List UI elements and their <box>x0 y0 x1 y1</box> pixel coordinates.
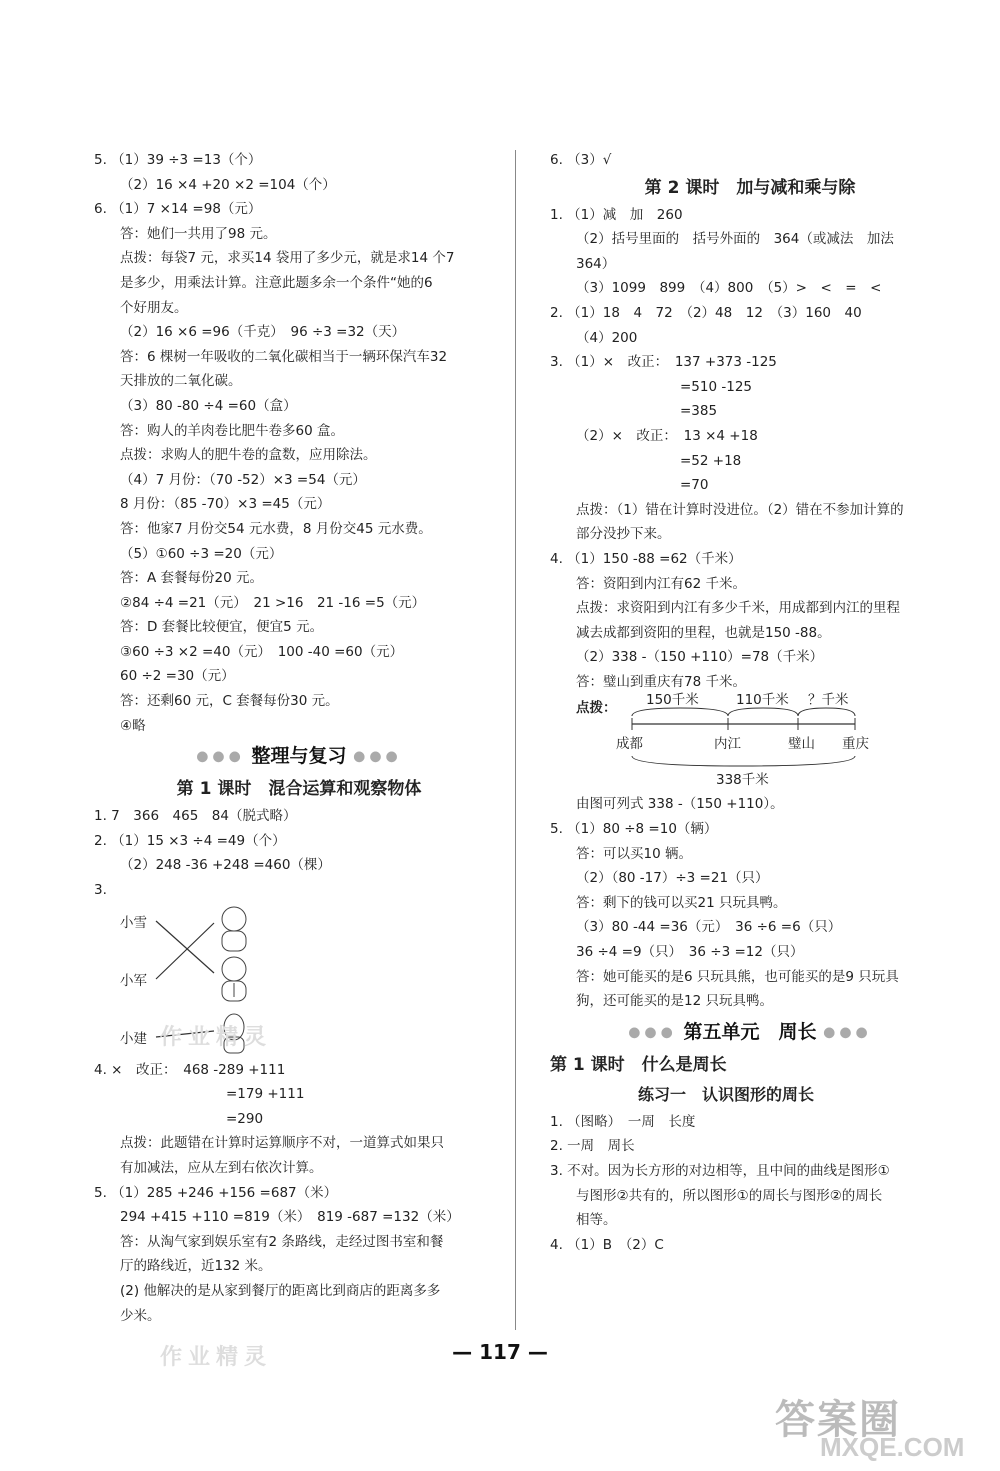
answer-line: 答：她可能买的是6 只玩具熊，也可能买的是9 只玩具 <box>576 968 899 985</box>
answer-line: 3. （1）× 改正： 137 +373 -125 <box>550 354 777 371</box>
answer-line: 是多少，用乘法计算。注意此题多余一个条件“她的6 <box>120 274 433 291</box>
answer-line: 个好朋友。 <box>120 299 188 316</box>
brace-total <box>632 756 855 766</box>
answer-line: （2）248 -36 +248 =460（棵） <box>120 857 331 874</box>
lesson-title-3: 第 1 课时 什么是周长 <box>550 1054 727 1075</box>
brace-seg3 <box>798 708 855 716</box>
answer-line: 5. （1）39 ÷3 =13（个） <box>94 152 262 168</box>
answer-line: 1. （图略） 一周 长度 <box>550 1113 696 1130</box>
answer-line: （2）（80 -17）÷3 =21（只） <box>576 870 769 887</box>
city-bishan: 璧山 <box>788 736 815 753</box>
exercise-title: 练习一 认识图形的周长 <box>638 1084 815 1104</box>
faded-stamp: 作业精灵 <box>160 1025 273 1050</box>
answer-line: 答：剩下的钱可以买21 只玩具鸭。 <box>576 894 787 911</box>
answer-line: 答：还剩60 元，C 套餐每份30 元。 <box>120 693 339 710</box>
matching-diagram <box>94 903 504 1058</box>
answer-line: (2) 他解决的是从家到餐厅的距离比到商店的距离多多 <box>120 1282 441 1299</box>
answer-line: 60 ÷2 =30（元） <box>120 668 235 685</box>
answer-line: （2）16 ×6 =96（千克） 96 ÷3 =32（天） <box>120 324 406 341</box>
lesson-title-1: 第 1 课时 混合运算和观察物体 <box>176 779 422 800</box>
match-line-2 <box>156 923 214 979</box>
city-chengdu: 成都 <box>616 736 643 753</box>
figure-front-icon <box>222 907 246 951</box>
figure-side-icon <box>222 957 246 1001</box>
answer-line: （3）80 -80 ÷4 =60（盒） <box>120 397 297 414</box>
answer-line: 6. （3）√ <box>550 152 612 168</box>
right-answer-block-1 <box>550 148 950 173</box>
answer-line: 4. × 改正： 468 -289 +111 <box>94 1061 286 1078</box>
answer-line: 答：从淘气家到娱乐室有2 条路线，走经过图书室和餐 <box>120 1233 444 1250</box>
right-answer-block-3 <box>550 792 950 1013</box>
answer-line: 2. （1）15 ×3 ÷4 =49（个） <box>94 832 286 849</box>
answer-line: 减去成都到资阳的里程，也就是150 -88。 <box>576 624 831 641</box>
left-column <box>94 148 504 1328</box>
city-chongqing: 重庆 <box>842 736 869 753</box>
route-seg3-label: ？千米 <box>808 692 849 709</box>
decor-dots: ●●● <box>823 1024 872 1041</box>
route-total-label: 338千米 <box>716 772 769 789</box>
answer-line: 8 月份：（85 -70）×3 =45（元） <box>120 496 331 513</box>
watermark-logo: 答案圈 <box>775 1398 901 1442</box>
answer-line: 36 ÷4 =9（只） 36 ÷3 =12（只） <box>576 944 804 961</box>
answer-line: （4）7 月份：（70 -52）×3 =54（元） <box>120 471 366 488</box>
route-hint-label: 点拨： <box>576 700 617 717</box>
answer-line: 相等。 <box>576 1212 617 1229</box>
faded-stamp: 作业精灵 <box>160 1345 273 1370</box>
answer-line: 1. （1）减 加 260 <box>550 206 683 223</box>
answer-line: 点拨：（1）错在计算时没进位。（2）错在不参加计算的 <box>576 501 904 518</box>
match-name-2: 小军 <box>120 972 147 989</box>
answer-line: 天排放的二氧化碳。 <box>120 373 242 390</box>
answer-line: 6. （1）7 ×14 =98（元） <box>94 201 262 218</box>
match-name-1: 小雪 <box>120 914 147 931</box>
route-seg2-label: 110千米 <box>736 692 789 709</box>
answer-line: 少米。 <box>120 1307 161 1324</box>
section-title-text: 整理与复习 <box>251 745 347 768</box>
answer-line: 364） <box>576 255 616 272</box>
answer-line: 3. 不对。因为长方形的对边相等，且中间的曲线是图形① <box>550 1163 890 1179</box>
answer-line: （3）80 -44 =36（元） 36 ÷6 =6（只） <box>576 919 842 936</box>
answer-line: 1. 7 366 465 84（脱式略） <box>94 808 297 825</box>
match-name-3: 小建 <box>120 1030 147 1047</box>
lesson-title-2: 第 2 课时 加与减和乘与除 <box>644 177 856 198</box>
answer-line: 2. （1）18 4 72 （2）48 12 （3）160 40 <box>550 304 862 321</box>
answer-line: 5. （1）80 ÷8 =10（辆） <box>550 821 718 838</box>
answer-line: 答：6 棵树一年吸收的二氧化碳相当于一辆环保汽车32 <box>120 348 448 365</box>
decor-dots: ●●● <box>196 748 245 765</box>
brace-seg2 <box>728 708 798 716</box>
answer-line: 由图可列式 338 -（150 +110）。 <box>576 796 784 813</box>
answer-line: 部分没抄下来。 <box>576 526 671 543</box>
answer-line: 3. <box>94 882 107 899</box>
answer-line: 点拨：求资阳到内江有多少千米，用成都到内江的里程 <box>576 600 900 617</box>
answer-line: =179 +111 <box>226 1086 305 1103</box>
page-number: — 117 — <box>452 1340 548 1364</box>
answer-line: 答：购人的羊肉卷比肥牛卷多60 盒。 <box>120 422 344 439</box>
answer-line: （4）200 <box>576 329 638 346</box>
answer-line: 与图形②共有的，所以图形①的周长与图形②的周长 <box>576 1187 883 1204</box>
city-neijiang: 内江 <box>714 736 741 753</box>
answer-line: 点拨：每袋7 元，求买14 袋用了多少元，就是求14 个7 <box>120 250 455 267</box>
section-title-review <box>94 738 504 774</box>
answer-line: ②84 ÷4 =21（元） 21 >16 21 -16 =5（元） <box>120 594 426 611</box>
answer-line: 点拨：此题错在计算时运算顺序不对，一道算式如果只 <box>120 1135 444 1152</box>
route-seg1-label: 150千米 <box>646 692 699 709</box>
left-answer-block-2 <box>94 804 504 902</box>
answer-line: ③60 ÷3 ×2 =40（元） 100 -40 =60（元） <box>120 643 404 660</box>
brace-seg1 <box>632 708 728 716</box>
column-divider <box>515 150 516 1330</box>
answer-line: （5）①60 ÷3 =20（元） <box>120 545 283 562</box>
answer-line: 答：A 套餐每份20 元。 <box>120 570 263 587</box>
answer-line: =385 <box>680 403 718 420</box>
answer-line: 厅的路线近，近132 米。 <box>120 1258 272 1275</box>
answer-line: =52 +18 <box>680 452 742 469</box>
section-title-text: 第五单元 周长 <box>683 1020 817 1043</box>
answer-line: 答：资阳到内江有62 千米。 <box>576 575 746 592</box>
answer-line: 点拨：求购人的肥牛卷的盒数，应用除法。 <box>120 447 377 464</box>
answer-line: 2. 一周 周长 <box>550 1138 635 1155</box>
left-answer-block-3 <box>94 1058 504 1329</box>
answer-line: 294 +415 +110 =819（米） 819 -687 =132（米） <box>120 1209 460 1226</box>
decor-dots: ●●● <box>628 1024 677 1041</box>
answer-line: ④略 <box>120 717 146 734</box>
answer-line: （2）× 改正： 13 ×4 +18 <box>576 427 758 444</box>
left-answer-block-1 <box>94 148 504 738</box>
answer-line: 有加减法，应从左到右依次计算。 <box>120 1160 323 1176</box>
answer-line: 4. （1）B （2）C <box>550 1236 664 1253</box>
answer-line: （2）16 ×4 +20 ×2 =104（个） <box>120 176 336 193</box>
answer-line: 5. （1）285 +246 +156 =687（米） <box>94 1184 338 1201</box>
watermark-url: MXQE.COM <box>820 1432 965 1462</box>
answer-line: 答：他家7 月份交54 元水费，8 月份交45 元水费。 <box>120 520 432 537</box>
answer-line: 4. （1）150 -88 =62（千米） <box>550 550 742 567</box>
match-line-1 <box>156 921 214 973</box>
answer-line: =70 <box>680 477 709 494</box>
right-answer-block-4 <box>550 1110 950 1258</box>
answer-line: 答：璧山到重庆有78 千米。 <box>576 673 746 690</box>
section-title-unit5 <box>550 1014 950 1050</box>
answer-line: 答：她们一共用了98 元。 <box>120 225 277 242</box>
decor-dots: ●●● <box>353 748 402 765</box>
route-diagram <box>550 694 950 792</box>
answer-line: 狗，还可能买的是12 只玩具鸭。 <box>576 993 773 1010</box>
answer-line: （3）1099 899 （4）800 （5）> < = < <box>576 280 882 297</box>
answer-line: =510 -125 <box>680 378 753 395</box>
answer-line: （2）338 -（150 +110）=78（千米） <box>576 649 824 666</box>
answer-line: 答：D 套餐比较便宜，便宜5 元。 <box>120 619 324 636</box>
answer-line: 答：可以买10 辆。 <box>576 845 692 862</box>
answer-line: =290 <box>226 1110 264 1127</box>
answer-line: （2）括号里面的 括号外面的 364（或减法 加法 <box>576 231 894 248</box>
right-answer-block-2 <box>550 203 950 695</box>
right-column <box>550 148 950 1257</box>
